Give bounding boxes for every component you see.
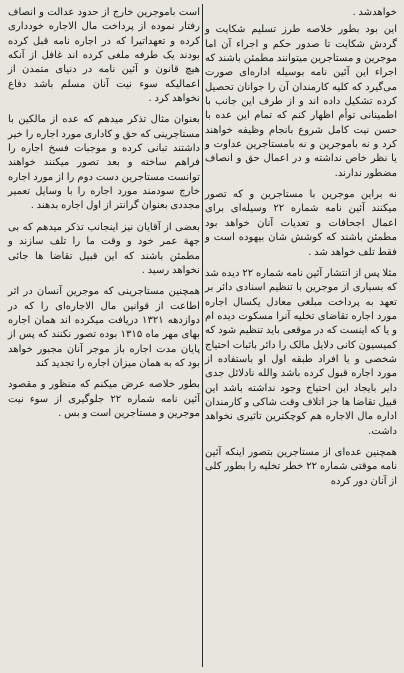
article-column-left: [8, 6, 200, 428]
paragraph: این بود بطور خلاصه طرز تسلیم شکایت و گردش شکایت تا صدور حکم و اجراء آن اما موجرین و مستاجرین میتوانند مطمئن باشند که اجراء این آئین نامه بوسیله اداره‌ای صورت می‌گیرد که کلیه کارمندان آن را جوانان تحصیل کرده تشکیل داده اند و از طرف این جانب با اطمینانی توأم اظهار کنم که تمام این عده با حسن نیت کامل شروع بانجام وظیفه خواهند کرد و نه باموجرین و نه بامستاجرین عداوت و یا نظر خاص نداشته و در اعمال حق و انصاف مضطور ندارند.: [205, 24, 397, 179]
column-divider: [202, 4, 203, 667]
paragraph: همچنین عده‌ای از مستاجرین بتصور اینکه آئین نامه موقتی شماره ۲۲ خطر تخلیه را بطور کلی از آنان دور کرده: [205, 446, 397, 487]
paragraph: بعنوان مثال تذکر میدهم که عده از مالکین با مستاجرینی که حق و کاداری مورد اجاره را خیر داشتند تبانی کرده و موجبات فسخ اجاره را فراهم ساخته و بعد تصور میکنند خواهند توانست مستاجرین دست دوم را از مورد اجاره خارج سودمند مورد اجاره را با وسایل تعمیر مجددی بعنوان گرانتر از اول اجاره بدهند .: [8, 114, 200, 212]
paragraph: بعضی از آقایان نیز اینجانب تذکر میدهم که بی جهة عمر خود و وقت ما را تلف سازند و مطمئن باشند که این قبیل تقاضا ها جائی نخواهد رسید .: [8, 221, 200, 276]
paragraph: خواهدشد .: [352, 7, 397, 18]
paragraph: نه براین موجرین با مستاجرین و که تصور میکنند آئین نامه شماره ۲۲ وسیله‌ای برای اعمال اجحافات و تعدیات آنان خواهد بود مطمئن باشند که کوشش شان بیهوده است و فقط تلف خواهد شد .: [205, 189, 398, 258]
paragraph: مثلا پس از انتشار آئین نامه شماره ۲۲ دیده شد که بسیاری از موجرین با تنظیم اسنادی دائر بر تعهد به پرداخت مبلغی معادل یکسال اجاره مورد اجاره تقاضای تخلیه آنرا مسکوت دیده ام و یا که اینست که در موقعی باید تنظیم شود که کمیسیون کانی دلایل مالک را دائر باثبات احتیاج شخصی و یا افراد طبقه اول او باستفاده از مورد اجاره قبول کرده باشد والله نادلائل جدی دایر بایجاد این احتیاج وجود نداشته باشد این قبیل تقاضا ها جز اتلاف وقت شاکی و کارمندان اداره مال الاجاره هم کوچکترین تاثیری نخواهد داشت.: [205, 267, 397, 437]
article-column-right: [205, 6, 397, 496]
paragraph: بطور خلاصه عرض میکنم که منظور و مقصود آئین نامه شماره ۲۲ جلوگیری از سوء نیت موجرین و مستاجرین است و بس .: [8, 379, 200, 419]
paragraph: است باموجرین خارج از حدود عدالت و انصاف رفتار نموده از پرداخت مال الاجاره خودداری کرده و تعهداتیرا که در اجاره نامه قبل کرده بودند یک طرفه ملغی کرده اند غافل از آنکه هیچ قانون و آئین نامه در دنیای متمدن از اعمالیکه سوء نیت آنان مسلم باشد دفاع نخواهد کرد .: [8, 7, 200, 105]
paragraph: همچنین مستاجرینی که موجرین آنسان در اثر اطاعت از قوانین مال الاجاره‌ای را که در دوازدهه ۱۳۲۱ دریافت میکرده اند همان اجاره بهای مهر ماه ۱۳۱۵ بوده تصور نکنند که پس از پایان مدت اجاره باز موجر آنان مجبور خواهد بود که به همان میزان اجاره را تجدید کند: [8, 286, 200, 369]
